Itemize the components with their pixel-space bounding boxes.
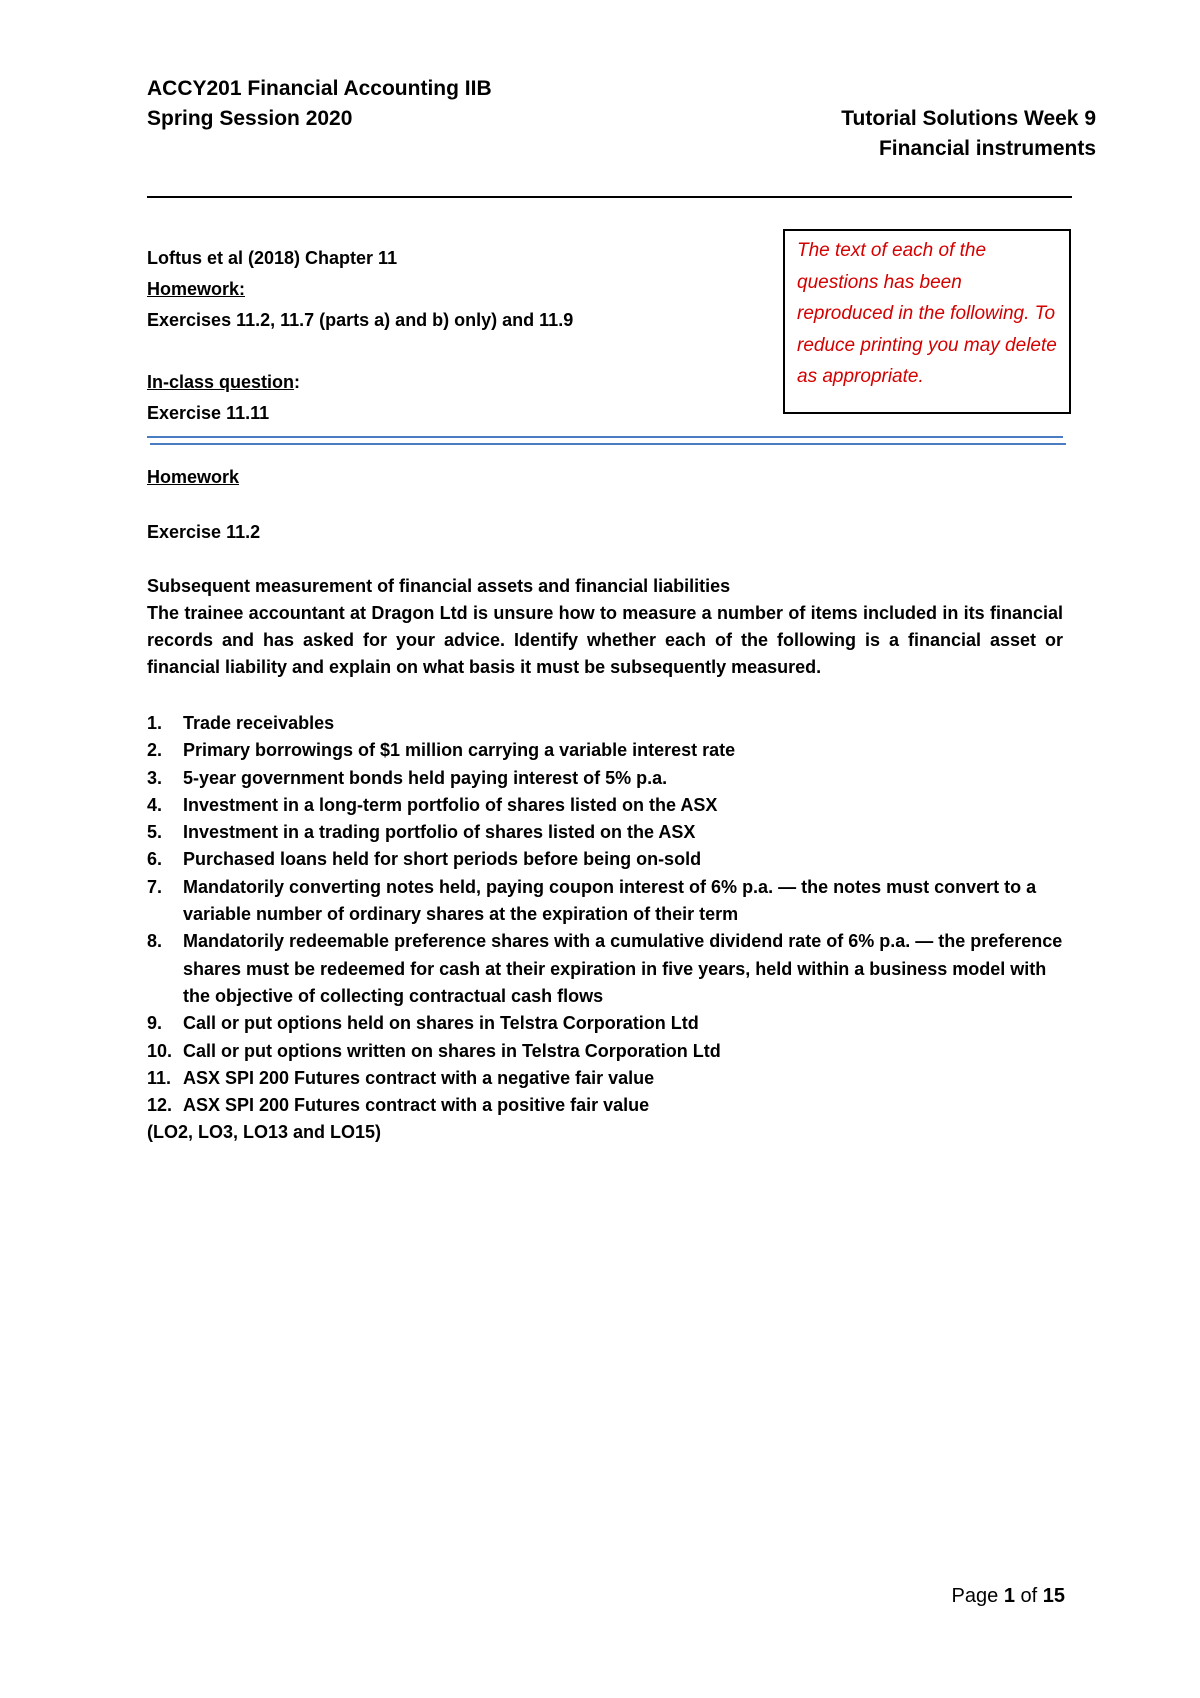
list-item: 4. Investment in a long-term portfolio of shares listed on the ASX <box>147 794 718 815</box>
page-footer <box>952 1585 1065 1608</box>
exercise-title: Exercise 11.2 <box>147 522 261 542</box>
list-item: 11. ASX SPI 200 Futures contract with a negative fair value <box>147 1067 655 1088</box>
inclass-heading <box>147 369 300 397</box>
tutorial-label: Tutorial Solutions Week 9 <box>841 107 1096 130</box>
list-item: 12. ASX SPI 200 Futures contract with a positive fair value <box>147 1095 650 1116</box>
item-list <box>147 710 1063 1147</box>
list-item: 9. Call or put options held on shares in Telstra Corporation Ltd <box>147 1013 699 1034</box>
list-item: 3. 5-year government bonds held paying interest of 5% p.a. <box>147 767 668 788</box>
exercise-subtitle: Subsequent measurement of financial assets and financial liabilities <box>147 576 731 596</box>
inclass-label: In-class question <box>147 372 295 392</box>
page-label: Page <box>951 1585 999 1607</box>
note-text: The text of each of the questions has been reproduced in the following. To reduce printing you may delete as appropriate. <box>797 240 1057 387</box>
course-title: ACCY201 Financial Accounting IIB <box>147 77 492 100</box>
blue-divider-bottom <box>150 443 1066 445</box>
page-total: 15 <box>1042 1585 1065 1607</box>
header-divider <box>147 196 1072 198</box>
homework-exercises: Exercises 11.2, 11.7 (parts a) and b) only) and 11.9 <box>147 310 574 330</box>
inclass-colon: : <box>294 372 301 392</box>
topic-label: Financial instruments <box>878 137 1096 160</box>
of-label: of <box>1020 1585 1038 1607</box>
list-item: 6. Purchased loans held for short periods before being on-sold <box>147 849 702 870</box>
blue-divider-top <box>147 436 1063 438</box>
list-item: 5. Investment in a trading portfolio of shares listed on the ASX <box>147 822 696 843</box>
learning-outcomes: (LO2, LO3, LO13 and LO15) <box>147 1122 382 1143</box>
list-item: 1. Trade receivables <box>147 713 335 733</box>
homework-label: Homework: <box>147 279 246 299</box>
section-heading: Homework <box>147 467 240 487</box>
inclass-exercise: Exercise 11.11 <box>147 403 270 423</box>
note-box <box>783 229 1071 414</box>
list-item: 7. Mandatorily converting notes held, paying coupon interest of 6% p.a. — the notes must convert to a variable number of ordinary shares at the expiration of their term <box>147 876 1037 925</box>
page-number: 1 <box>1003 1585 1015 1607</box>
list-item: 2. Primary borrowings of $1 million carrying a variable interest rate <box>147 740 736 761</box>
list-item: 8. Mandatorily redeemable preference shares with a cumulative dividend rate of 6% p.a. — the preference shares must be redeemed for cash at their expiration in five years, held within a business model with the objective of collecting contractual cash flows <box>147 931 1063 1006</box>
session-label: Spring Session 2020 <box>147 107 353 130</box>
chapter-reference: Loftus et al (2018) Chapter 11 <box>147 248 398 268</box>
exercise-paragraph: The trainee accountant at Dragon Ltd is unsure how to measure a number of items included in its financial records and has asked for your advice. Identify whether each of the following is a financial asset or financial liability and explain on what basis it must be subsequently measured. <box>147 603 1063 677</box>
list-item: 10. Call or put options written on shares in Telstra Corporation Ltd <box>147 1040 721 1061</box>
